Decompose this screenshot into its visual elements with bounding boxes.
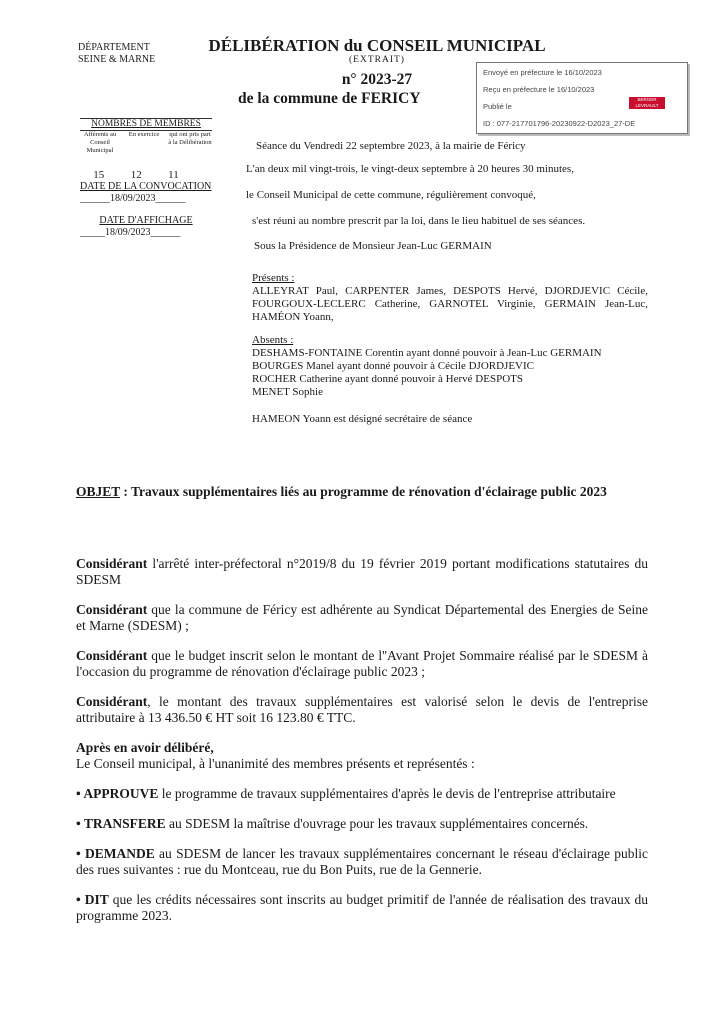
apres-paragraph — [76, 740, 648, 772]
seance-reunion: s'est réuni au nombre prescrit par la loi, dans le lieu habituel de ses séances. — [252, 215, 586, 227]
considerant-keyword: Considérant — [76, 602, 148, 617]
affichage-label: DATE D'AFFICHAGE — [99, 215, 193, 226]
considerant-paragraph — [76, 648, 648, 680]
decision-paragraph — [76, 816, 648, 832]
decision-text: au SDESM la maîtrise d'ouvrage pour les travaux supplémentaires concernés. — [165, 816, 589, 831]
members-header: NOMBRES DE MEMBRES — [80, 118, 212, 131]
department-block — [78, 42, 155, 66]
considerant-text: que le budget inscrit selon le montant de l''Avant Projet Sommaire réalisé par le SDESM à l'occasion du programme de rénovation d'éclairage public 2023 ; — [76, 648, 648, 679]
considerant-text: l'arrêté inter-préfectoral n°2019/8 du 19 février 2019 portant modifications statutaires du SDESM — [76, 556, 648, 587]
considerant-keyword: Considérant — [76, 648, 148, 663]
stamp-published: Publié le — [483, 102, 512, 111]
members-col-exercice: En exercice — [128, 131, 160, 138]
decision-keyword: • DEMANDE — [76, 846, 155, 861]
absents-label: Absents : — [252, 334, 294, 346]
seance-convocation: le Conseil Municipal de cette commune, régulièrement convoqué, — [246, 189, 536, 201]
stamp-id: ID : 077-217701796-20230922-D2023_27-DE — [483, 119, 636, 128]
apres-text: Le Conseil municipal, à l'unanimité des membres présents et représentés : — [76, 756, 475, 771]
objet-line — [76, 484, 648, 500]
decision-text: au SDESM de lancer les travaux supplémentaires concernant le réseau d'éclairage public des rues suivantes : rue du Montceau, rue du Bon Puits, rue de la Gennerie. — [76, 846, 648, 877]
seance-block — [246, 140, 666, 253]
decision-keyword: • TRANSFERE — [76, 816, 166, 831]
absent-item: MENET Sophie — [252, 386, 323, 398]
decision-keyword: • DIT — [76, 892, 109, 907]
berger-levrault-logo — [629, 97, 665, 109]
extrait-label: (EXTRAIT) — [349, 55, 405, 65]
considerant-paragraph — [76, 602, 648, 634]
absent-item: BOURGES Manel ayant donné pouvoir à Cécile DJORDJEVIC — [252, 360, 534, 372]
considerant-text: que la commune de Féricy est adhérente au Syndicat Départemental des Energies de Seine et Marne (SDESM) ; — [76, 602, 648, 633]
document-title: DÉLIBÉRATION du CONSEIL MUNICIPAL — [208, 36, 546, 55]
considerant-keyword: Considérant — [76, 556, 148, 571]
convocation-date: ______18/09/2023______ — [80, 193, 186, 204]
objet-text: : Travaux supplémentaires liés au programme de rénovation d'éclairage public 2023 — [120, 484, 607, 499]
decision-text: le programme de travaux supplémentaires d'après le devis de l'entreprise attributaire — [158, 786, 616, 801]
decision-text: que les crédits nécessaires sont inscrits au budget primitif de l'année de réalisation des travaux du programme 2023. — [76, 892, 648, 923]
members-col-deliberation: qui ont pris part à la Délibération — [168, 131, 212, 146]
considerant-keyword: Considérant — [76, 694, 148, 709]
decision-paragraph — [76, 892, 648, 924]
absent-item: ROCHER Catherine ayant donné pouvoir à Hervé DESPOTS — [252, 373, 523, 385]
department-name: SEINE & MARNE — [78, 54, 156, 65]
affichage-date: _____18/09/2023______ — [80, 227, 181, 238]
members-columns — [80, 131, 212, 155]
considerant-paragraph — [76, 556, 648, 588]
commune-name: de la commune de FERICY — [238, 90, 421, 107]
considerant-paragraph — [76, 694, 648, 726]
absent-item: DESHAMS-FONTAINE Corentin ayant donné pouvoir à Jean-Luc GERMAIN — [252, 347, 602, 359]
decision-paragraph — [76, 786, 648, 802]
apres-keyword: Après en avoir délibéré, — [76, 740, 214, 755]
members-col-afferents: Afférents au Conseil Municipal — [83, 131, 117, 154]
stamp-sent: Envoyé en préfecture le 16/10/2023 — [483, 68, 602, 77]
considerant-text: , le montant des travaux supplémentaires est valorisé selon le devis de l'entreprise attributaire à 13 436.50 € HT soit 16 123.80 € TTC. — [76, 694, 648, 725]
secretaire-line: HAMEON Yoann est désigné secrétaire de séance — [252, 413, 473, 425]
seance-presidence: Sous la Présidence de Monsieur Jean-Luc GERMAIN — [254, 240, 492, 252]
stamp-received: Reçu en préfecture le 16/10/2023 — [483, 85, 595, 94]
seance-time: L'an deux mil vingt-trois, le vingt-deux septembre à 20 heures 30 minutes, — [246, 163, 574, 175]
presents-label: Présents : — [252, 272, 295, 284]
prefecture-stamp — [476, 62, 688, 134]
count-exercice: 12 — [130, 169, 142, 181]
seance-date: Séance du Vendredi 22 septembre 2023, à la mairie de Féricy — [256, 140, 526, 152]
objet-label: OBJET — [76, 484, 121, 499]
decision-paragraph — [76, 846, 648, 878]
logo-text: BERGER LEVRAULT — [635, 97, 659, 108]
members-counts — [80, 169, 212, 181]
convocation-label: DATE DE LA CONVOCATION — [80, 181, 212, 192]
department-label: DÉPARTEMENT — [78, 42, 150, 53]
deliberation-number: n° 2023-27 — [341, 71, 413, 88]
considerants-block — [76, 556, 648, 924]
presents-list: ALLEYRAT Paul, CARPENTER James, DESPOTS Hervé, DJORDJEVIC Cécile, FOURGOUX-LECLERC Catherine, GARNOTEL Virginie, GERMAIN Jean-Luc, HAMÉON Yoann, — [252, 285, 648, 323]
count-afferents: 15 — [93, 169, 105, 181]
count-deliberation: 11 — [168, 169, 179, 181]
attendance-block — [252, 272, 648, 426]
members-box — [80, 118, 212, 239]
decision-keyword: • APPROUVE — [76, 786, 159, 801]
